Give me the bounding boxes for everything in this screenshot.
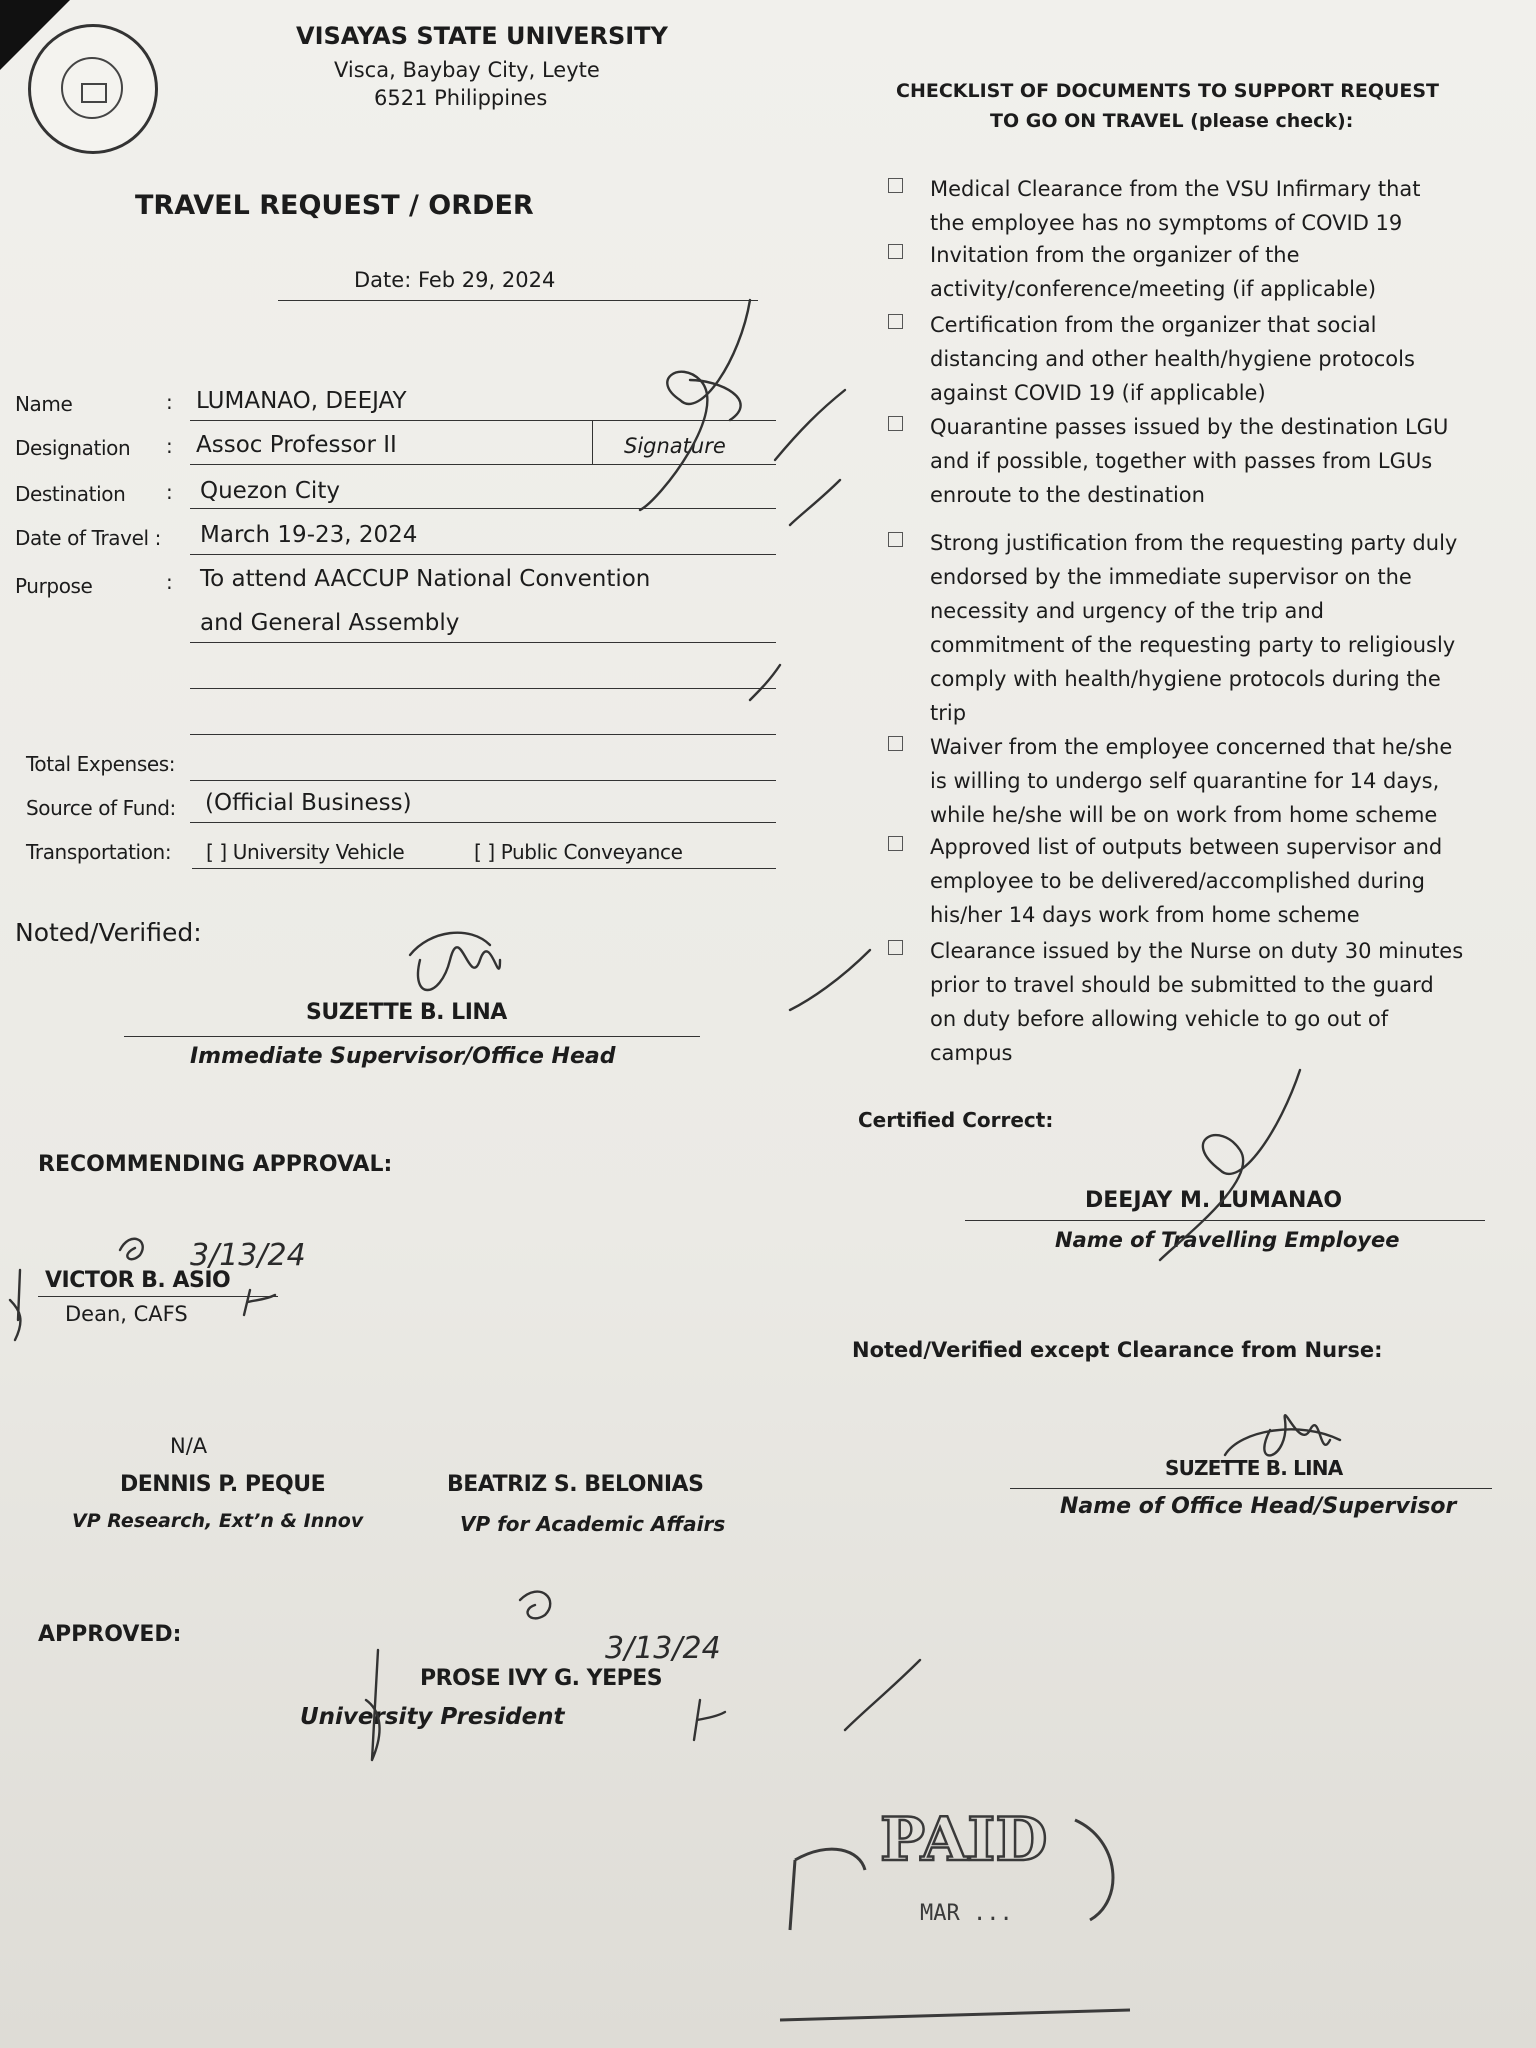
noted-except-title: Name of Office Head/Supervisor	[1060, 1494, 1457, 1519]
checklist-item[interactable]	[888, 308, 1488, 410]
designation-label: Designation	[15, 436, 131, 460]
check-mark	[790, 480, 840, 525]
approved-label: APPROVED:	[38, 1622, 182, 1647]
recommending-label: RECOMMENDING APPROVAL:	[38, 1152, 393, 1177]
checklist-item-line: Waiver from the employee concerned that he/she	[930, 735, 1453, 759]
source-of-fund-label: Source of Fund:	[26, 796, 176, 820]
checklist-item-line: endorsed by the immediate supervisor on the	[930, 565, 1412, 589]
approved-date-note: 3/13/24	[605, 1631, 721, 1666]
checklist-item-line: prior to travel should be submitted to the guard	[930, 973, 1434, 997]
checklist-item[interactable]	[888, 526, 1488, 730]
colon: :	[166, 390, 173, 414]
colon: :	[166, 434, 173, 458]
vp2-name: BEATRIZ S. BELONIAS	[447, 1472, 704, 1497]
checklist-item-line: employee to be delivered/accomplished during	[930, 869, 1425, 893]
employee-signature	[640, 300, 750, 510]
checkbox[interactable]	[888, 836, 903, 851]
recommending-title: Dean, CAFS	[65, 1302, 188, 1326]
checklist-item-line: Certification from the organizer that social	[930, 313, 1377, 337]
recommending-date-note: 3/13/24	[190, 1238, 306, 1273]
checklist-item-line: comply with health/hygiene protocols during the	[930, 667, 1441, 691]
paid-stamp	[780, 1820, 1130, 2020]
checklist-item-line: distancing and other health/hygiene protocols	[930, 347, 1415, 371]
noted-except-label: Noted/Verified except Clearance from Nurse:	[852, 1338, 1383, 1362]
noted-except-name: SUZETTE B. LINA	[1165, 1456, 1343, 1480]
noted-except-signature	[1264, 1415, 1330, 1455]
checklist-item-line: necessity and urgency of the trip and	[930, 599, 1324, 623]
check-mark	[790, 950, 870, 1010]
approved-name: PROSE IVY G. YEPES	[420, 1666, 663, 1691]
checklist-item-line: while he/she will be on work from home scheme	[930, 803, 1438, 827]
university-seal	[28, 24, 158, 154]
checklist-item-line: is willing to undergo self quarantine for 14 days,	[930, 769, 1440, 793]
paid-stamp-date: MAR ...	[920, 1901, 1013, 1926]
check-mark	[845, 1660, 920, 1730]
checklist-item-line: Clearance issued by the Nurse on duty 30 minutes	[930, 939, 1464, 963]
checklist-item-line: commitment of the requesting party to religiously	[930, 633, 1456, 657]
transportation-label: Transportation:	[26, 840, 172, 864]
purpose-value-line-1: To attend AACCUP National Convention	[200, 566, 651, 592]
certified-label: Certified Correct:	[858, 1108, 1054, 1132]
checklist-item-line: Medical Clearance from the VSU Infirmary that	[930, 177, 1421, 201]
checklist-item-line: on duty before allowing vehicle to go out of	[930, 1007, 1389, 1031]
checklist-item[interactable]	[888, 410, 1488, 512]
colon: :	[166, 570, 173, 594]
checkbox[interactable]	[888, 244, 903, 259]
signature-label: Signature	[624, 434, 726, 458]
noted-signature	[418, 947, 500, 990]
president-initials	[520, 1592, 550, 1619]
destination-value: Quezon City	[200, 478, 340, 504]
checkbox[interactable]	[888, 314, 903, 329]
check-mark	[775, 390, 845, 460]
checkbox[interactable]	[888, 532, 903, 547]
paid-stamp-text: PAID	[880, 1805, 1048, 1875]
certified-title: Name of Travelling Employee	[1055, 1228, 1400, 1252]
checklist-item-line: his/her 14 days work from home scheme	[930, 903, 1360, 927]
checklist-item-line: Approved list of outputs between supervisor and	[930, 835, 1443, 859]
colon: :	[166, 480, 173, 504]
checklist-heading-2: TO GO ON TRAVEL (please check):	[990, 110, 1354, 132]
checkbox[interactable]	[888, 940, 903, 955]
checklist-item-line: against COVID 19 (if applicable)	[930, 381, 1266, 405]
checklist-item-line: campus	[930, 1041, 1013, 1065]
form-date: Date: Feb 29, 2024	[354, 268, 556, 292]
checklist-item-line: the employee has no symptoms of COVID 19	[930, 211, 1403, 235]
checklist-item[interactable]	[888, 730, 1488, 832]
university-name: VISAYAS STATE UNIVERSITY	[296, 22, 668, 50]
checklist-item-line: activity/conference/meeting (if applicable)	[930, 277, 1377, 301]
name-value: LUMANAO, DEEJAY	[196, 388, 407, 414]
checklist-item[interactable]	[888, 830, 1488, 932]
approved-title: University President	[300, 1704, 565, 1730]
noted-label: Noted/Verified:	[15, 918, 202, 947]
purpose-value-line-2: and General Assembly	[200, 610, 460, 636]
total-expenses-label: Total Expenses:	[26, 752, 176, 776]
checklist-item-line: and if possible, together with passes from LGUs	[930, 449, 1433, 473]
noted-name: SUZETTE B. LINA	[306, 1000, 507, 1025]
recommending-initials	[120, 1239, 143, 1259]
address-line-2: 6521 Philippines	[374, 86, 548, 110]
vp1-name: DENNIS P. PEQUE	[120, 1472, 326, 1497]
public-conveyance-option[interactable]: [ ] Public Conveyance	[474, 840, 683, 864]
university-vehicle-option[interactable]: [ ] University Vehicle	[206, 840, 405, 864]
checkbox[interactable]	[888, 178, 903, 193]
checklist-item-line: Strong justification from the requesting party duly	[930, 531, 1458, 555]
checklist-item-line: Quarantine passes issued by the destination LGU	[930, 415, 1449, 439]
name-label: Name	[15, 392, 73, 416]
checklist-item[interactable]	[888, 934, 1488, 1070]
checklist-item-line: Invitation from the organizer of the	[930, 243, 1300, 267]
date-of-travel-value: March 19-23, 2024	[200, 522, 418, 548]
vp1-note: N/A	[170, 1434, 208, 1458]
source-of-fund-value: (Official Business)	[205, 790, 412, 816]
purpose-label: Purpose	[15, 574, 93, 598]
form-title: TRAVEL REQUEST / ORDER	[135, 190, 534, 221]
check-mark	[750, 665, 780, 700]
vp2-title: VP for Academic Affairs	[460, 1512, 726, 1536]
recommending-name: VICTOR B. ASIO	[45, 1268, 231, 1293]
vp1-title: VP Research, Ext’n & Innov	[72, 1510, 364, 1532]
checkbox[interactable]	[888, 736, 903, 751]
noted-title: Immediate Supervisor/Office Head	[190, 1044, 616, 1069]
checklist-item[interactable]	[888, 172, 1488, 240]
certified-name: DEEJAY M. LUMANAO	[1085, 1188, 1343, 1213]
checklist-item[interactable]	[888, 238, 1488, 306]
checklist-heading-1: CHECKLIST OF DOCUMENTS TO SUPPORT REQUEST	[896, 80, 1440, 102]
checklist-item-line: trip	[930, 701, 967, 725]
checkbox[interactable]	[888, 416, 903, 431]
destination-label: Destination	[15, 482, 126, 506]
designation-value: Assoc Professor II	[196, 432, 397, 458]
date-of-travel-label: Date of Travel :	[15, 526, 161, 550]
checklist-item-line: enroute to the destination	[930, 483, 1205, 507]
address-line-1: Visca, Baybay City, Leyte	[334, 58, 600, 82]
